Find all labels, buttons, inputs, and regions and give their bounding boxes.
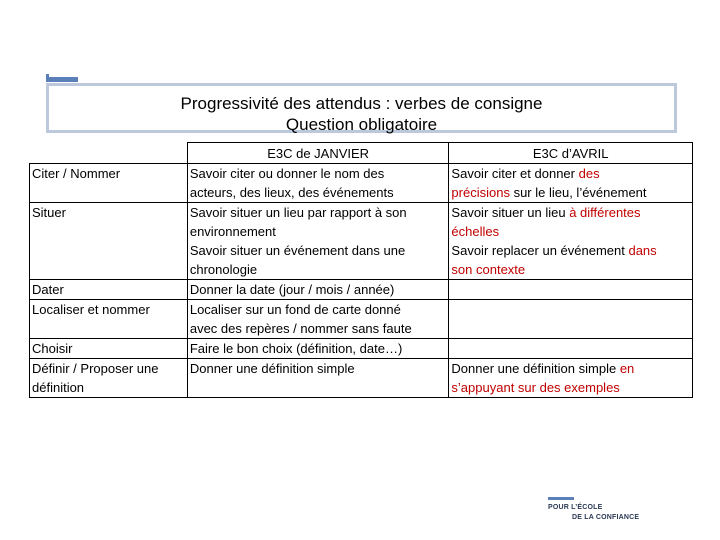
cell-text-line: Savoir situer un lieu par rapport à son (189, 205, 407, 220)
emphasis-text: dans (628, 243, 657, 258)
logo-text-line2: DE LA CONFIANCE (572, 514, 640, 521)
cell-avril (449, 359, 693, 398)
emphasis-text: son contexte (451, 262, 526, 277)
cell-text-segment: Savoir situer un lieu (451, 205, 570, 220)
cell-avril (449, 300, 693, 339)
cell-text-line: Localiser sur un fond de carte donné (189, 302, 401, 317)
cell-janvier (187, 203, 449, 280)
cell-text-line: avec des repères / nommer sans faute (189, 321, 412, 336)
accent-bar (46, 77, 78, 82)
header-cell-janvier: E3C de JANVIER (187, 143, 449, 164)
page-title: Progressivité des attendus : verbes de consigne (180, 94, 543, 113)
logo-text-line1: POUR L’ÉCOLE (548, 504, 603, 511)
cell-janvier (187, 280, 449, 300)
logo-accent (548, 497, 574, 500)
cell-janvier (187, 300, 449, 339)
cell-text-segment: Donner une définition simple (451, 361, 620, 376)
cell-text-line (451, 183, 690, 202)
table-header-row (30, 143, 693, 164)
row-label: Choisir (30, 339, 188, 359)
header-cell-avril: E3C d’AVRIL (449, 143, 693, 164)
cell-text-line: Donner une définition simple (189, 361, 355, 376)
cell-avril (449, 280, 693, 300)
cell-text-line: Savoir situer un événement dans une (189, 243, 406, 258)
cell-janvier (187, 164, 449, 203)
cell-text-segment: Savoir citer et donner (451, 166, 579, 181)
logo (548, 497, 658, 527)
cell-text-line: environnement (189, 224, 276, 239)
emphasis-text: à différentes (569, 205, 641, 220)
table-row (30, 339, 693, 359)
row-label: Localiser et nommer (30, 300, 188, 339)
cell-text-line (451, 260, 690, 279)
progression-table (29, 142, 693, 398)
cell-text-line: acteurs, des lieux, des événements (189, 185, 394, 200)
header-cell-empty (30, 143, 188, 164)
cell-avril (449, 203, 693, 280)
cell-avril (449, 339, 693, 359)
cell-janvier (187, 359, 449, 398)
table-row (30, 300, 693, 339)
table-row (30, 280, 693, 300)
page-subtitle: Question obligatoire (285, 115, 438, 134)
row-label: Dater (30, 280, 188, 300)
row-label: Définir / Proposer une définition (30, 359, 188, 398)
cell-text-line: Donner la date (jour / mois / année) (189, 282, 395, 297)
cell-text-line (451, 359, 690, 378)
cell-text-line (451, 164, 690, 183)
row-label: Situer (30, 203, 188, 280)
cell-text-line: chronologie (189, 262, 258, 277)
cell-text-line: Savoir citer ou donner le nom des (189, 166, 385, 181)
cell-text-line (451, 378, 690, 397)
cell-text-segment: sur le lieu, l’événement (509, 185, 647, 200)
cell-janvier (187, 339, 449, 359)
row-label: Citer / Nommer (30, 164, 188, 203)
table-row (30, 359, 693, 398)
table-row (30, 203, 693, 280)
cell-avril (449, 164, 693, 203)
title-box (46, 83, 677, 133)
emphasis-text: échelles (451, 224, 500, 239)
emphasis-text: précisions (451, 185, 510, 200)
emphasis-text: s’appuyant sur des exemples (451, 380, 620, 395)
emphasis-text: en (619, 361, 635, 376)
cell-text-line (451, 203, 690, 222)
cell-text-segment: Savoir replacer un événement (451, 243, 629, 258)
emphasis-text: des (578, 166, 600, 181)
table-row (30, 164, 693, 203)
cell-text-line (451, 222, 690, 241)
cell-text-line (451, 241, 690, 260)
cell-text-line: Faire le bon choix (définition, date…) (189, 341, 403, 356)
